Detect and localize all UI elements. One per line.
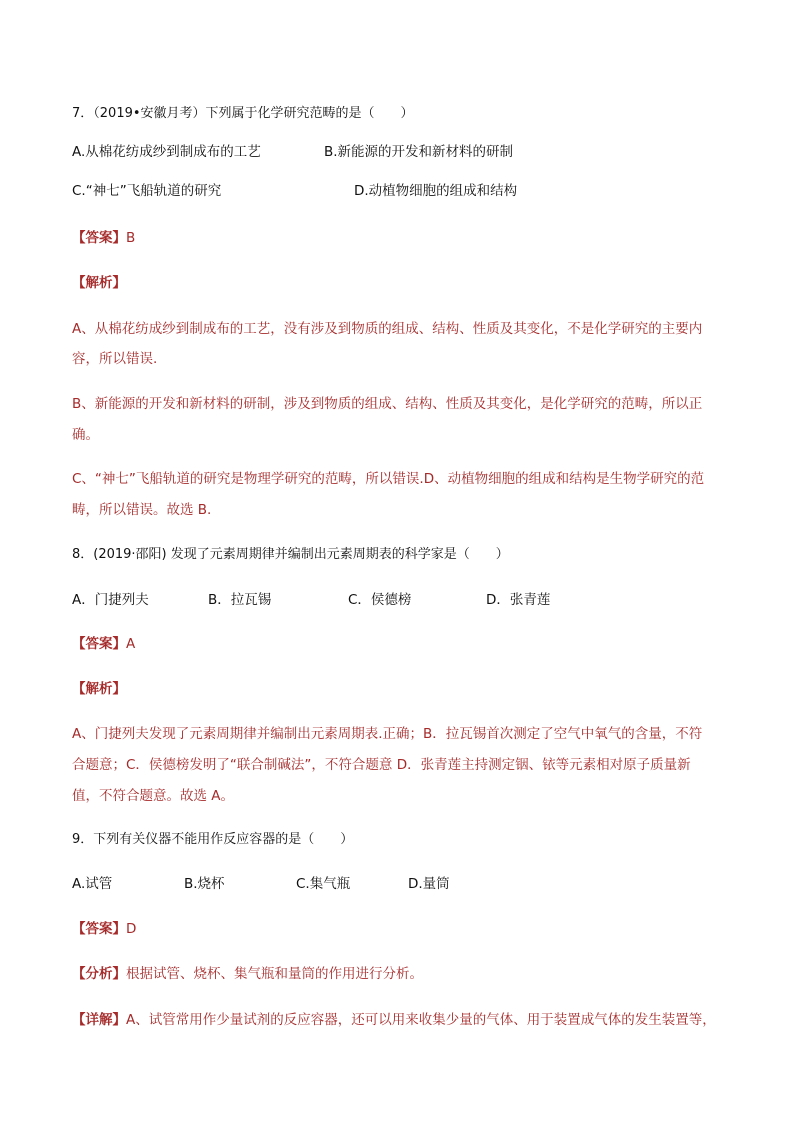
analysis-line: B、新能源的开发和新材料的研制，涉及到物质的组成、结构、性质及其变化，是化学研究的范畴，所以正 [72,396,703,412]
fenxi-tag: 【分析】 [72,966,126,982]
option-c: C.“神七”飞船轨道的研究 [72,183,222,199]
question-7-analysis-tag: 【解析】 [72,275,126,291]
answer-value: A [126,636,136,652]
question-9-fenxi [72,964,423,984]
option-a: A.试管 [72,876,113,892]
answer-value: D [126,921,137,937]
question-7-stem: 7．（2019•安徽月考）下列属于化学研究范畴的是（ ） [72,106,414,121]
analysis-line: 畴，所以错误。故选 B. [72,502,212,518]
xiangjie-text: A、试管常用作少量试剂的反应容器，还可以用来收集少量的气体、用于装置成气体的发生装置等， [126,1012,716,1028]
xiangjie-tag: 【详解】 [72,1012,126,1028]
analysis-line: 值，不符合题意。故选 A。 [72,788,235,804]
question-9-xiangjie [72,1010,716,1030]
analysis-line: 确。 [72,427,99,443]
analysis-line: 合题意；C．侯德榜发明了“联合制碱法”，不符合题意 D．张青莲主持测定铟、铱等元素相对原子质量新 [72,757,691,773]
option-b: B．拉瓦锡 [208,592,272,608]
analysis-line: A、门捷列夫发现了元素周期律并编制出元素周期表.正确；B．拉瓦锡首次测定了空气中氧气的含量，不符 [72,726,703,742]
option-c: C.集气瓶 [296,876,351,892]
question-8-stem: 8．(2019·邵阳) 发现了元素周期律并编制出元素周期表的科学家是（ ） [72,547,509,562]
fenxi-text: 根据试管、烧杯、集气瓶和量筒的作用进行分析。 [126,966,423,982]
option-d: D．张青莲 [486,592,551,608]
analysis-line: 容，所以错误. [72,351,158,367]
answer-value: B [126,230,136,246]
question-8-analysis-tag: 【解析】 [72,681,126,697]
option-b: B.烧杯 [184,876,225,892]
option-d: D.动植物细胞的组成和结构 [354,183,518,199]
option-a: A．门捷列夫 [72,592,149,608]
question-9-answer [72,919,136,939]
answer-tag: 【答案】 [72,921,126,937]
question-7-answer [72,228,135,248]
analysis-line: C、“神七”飞船轨道的研究是物理学研究的范畴，所以错误.D、动植物细胞的组成和结构是生物学研究的范 [72,471,705,487]
option-c: C．侯德榜 [348,592,412,608]
answer-tag: 【答案】 [72,230,126,246]
option-a: A.从棉花纺成纱到制成布的工艺 [72,144,261,160]
question-9-stem: 9．下列有关仪器不能用作反应容器的是（ ） [72,832,354,847]
option-b: B.新能源的开发和新材料的研制 [324,144,514,160]
question-8-answer [72,634,135,654]
analysis-line: A、从棉花纺成纱到制成布的工艺，没有涉及到物质的组成、结构、性质及其变化，不是化学研究的主要内 [72,321,703,337]
option-d: D.量筒 [408,876,450,892]
answer-tag: 【答案】 [72,636,126,652]
